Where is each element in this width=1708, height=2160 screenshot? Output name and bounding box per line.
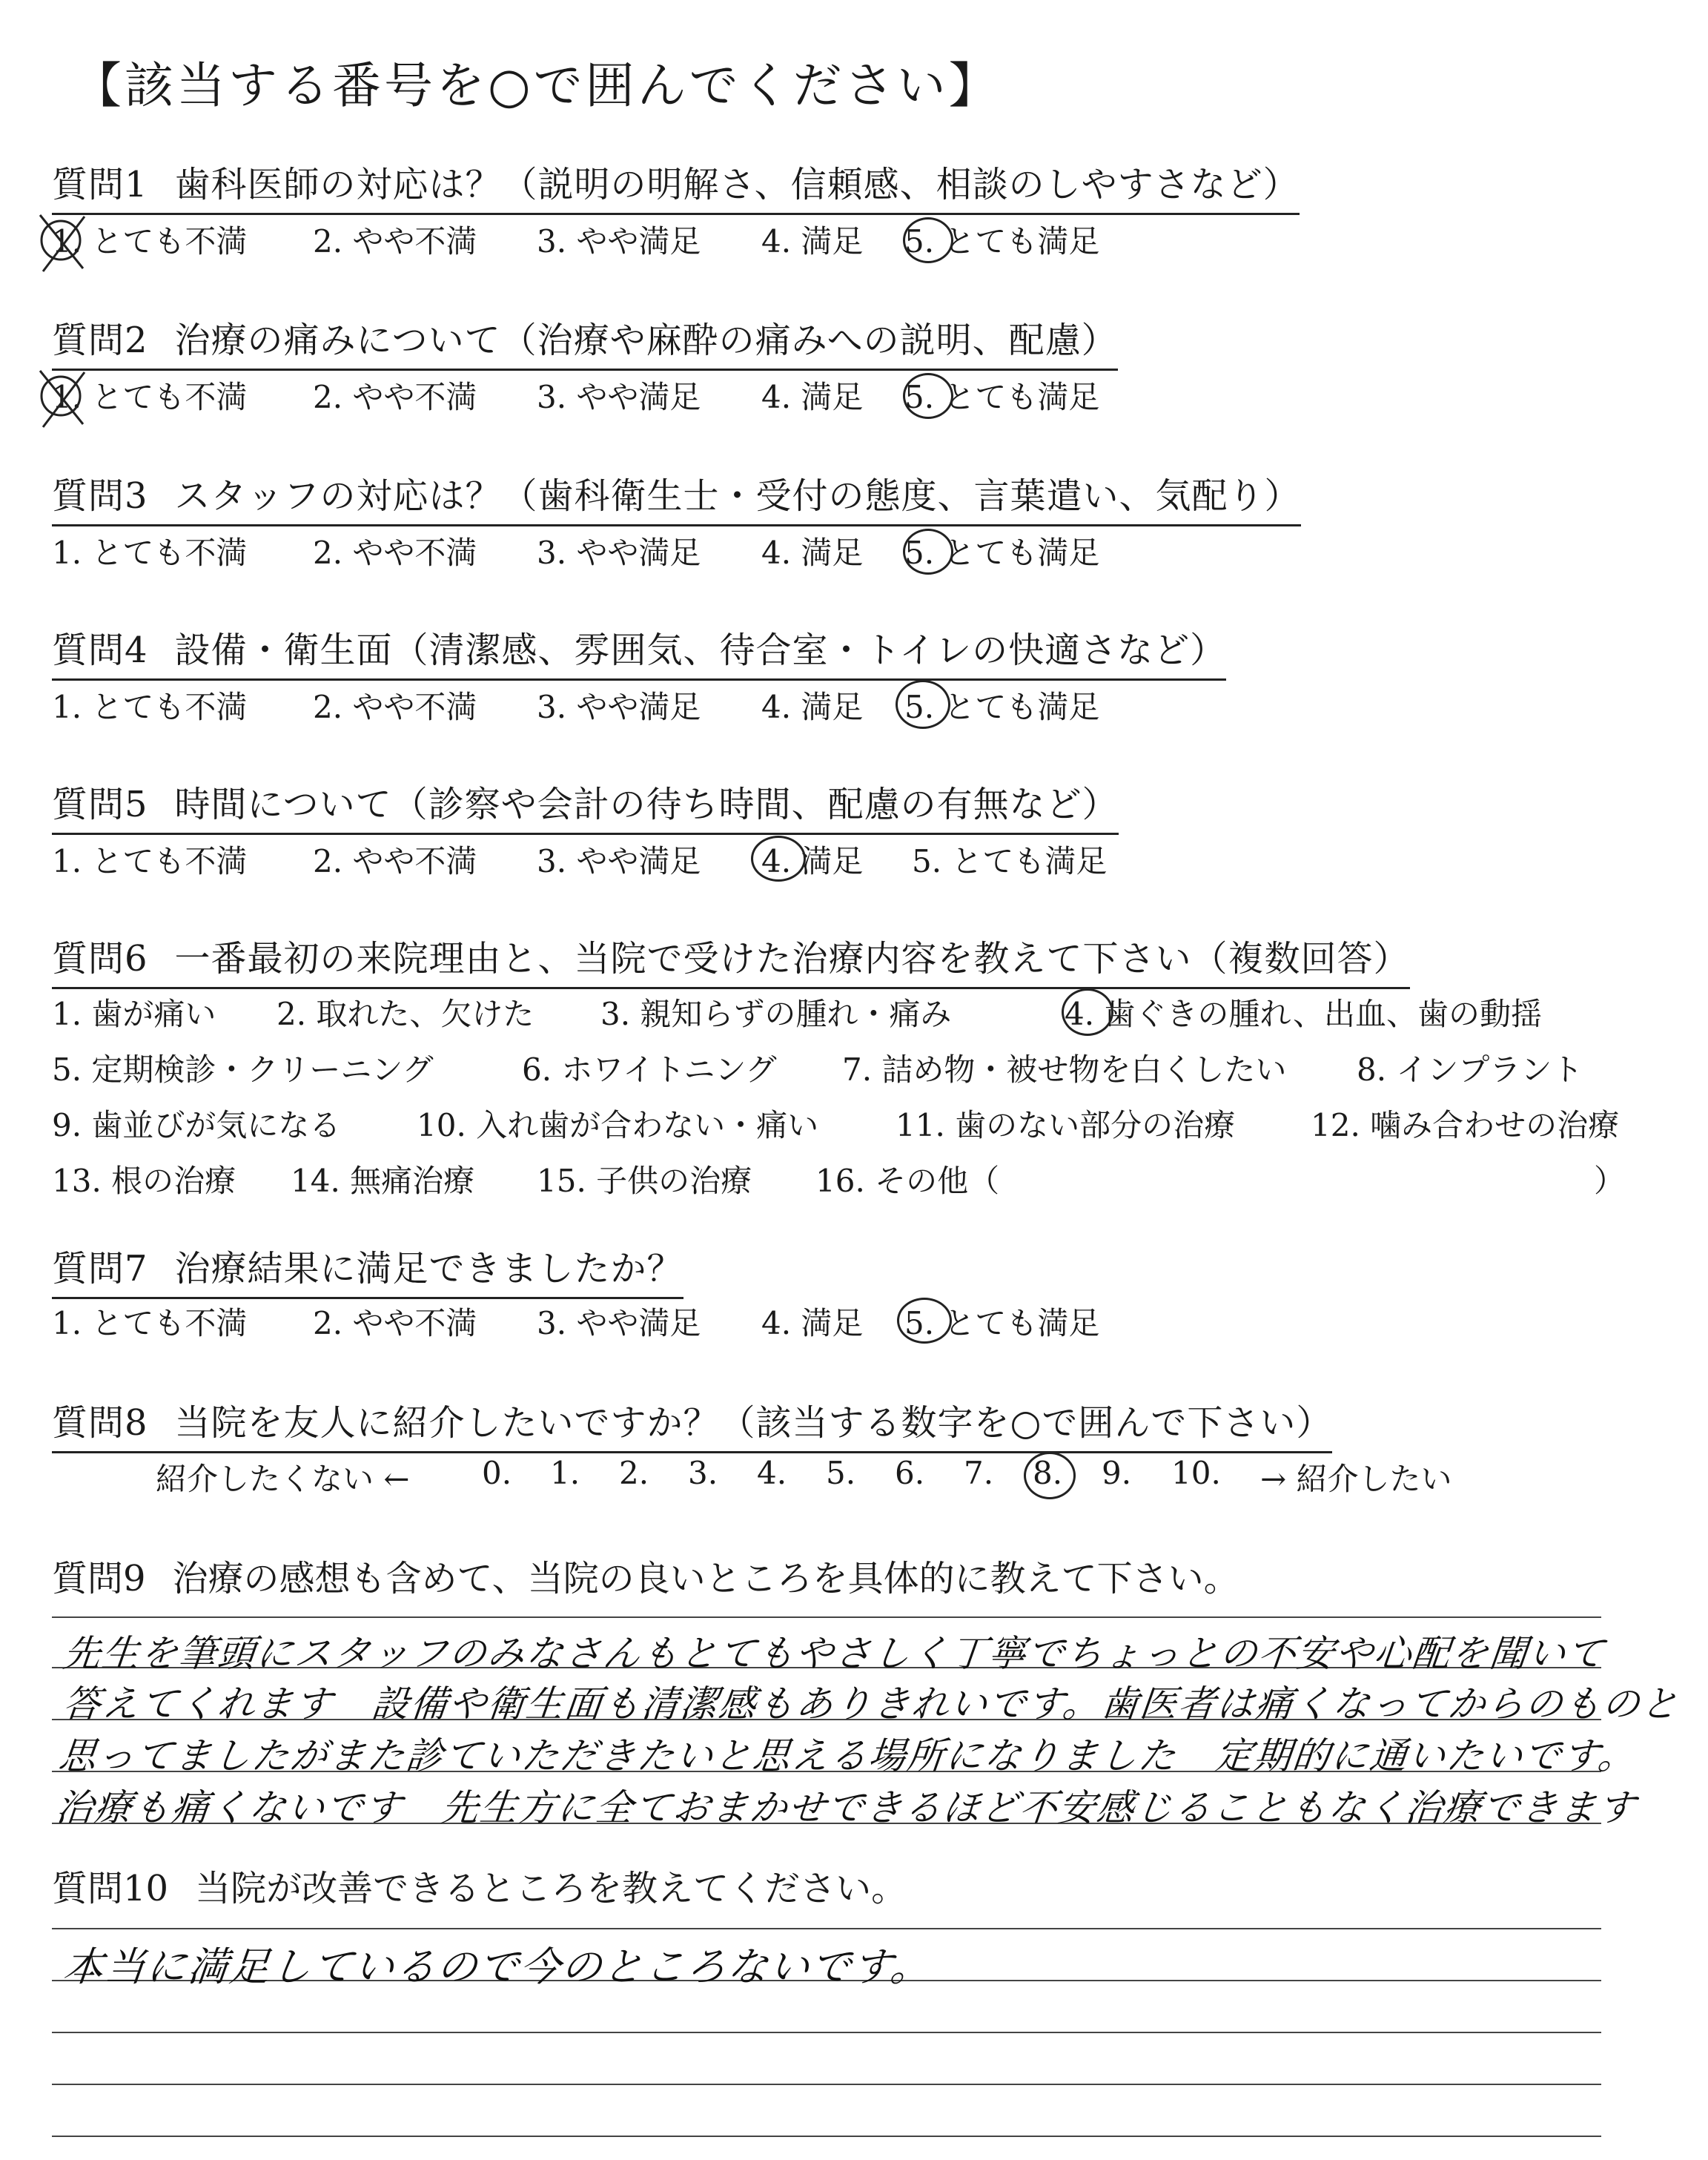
q4-option-4[interactable]: 4. 満足 — [761, 689, 864, 725]
question-6 — [52, 930, 1410, 989]
q8-right-label: → 紹介したい — [1260, 1461, 1452, 1497]
question-10 — [52, 1860, 907, 1911]
q6-option-11[interactable]: 11. 歯のない部分の治療 — [896, 1107, 1236, 1143]
q1-option-2[interactable]: 2. やや不満 — [313, 223, 477, 260]
question-8-number: 質問8 — [52, 1402, 148, 1444]
question-3-number: 質問3 — [52, 475, 148, 517]
q3-option-4[interactable]: 4. 満足 — [761, 535, 864, 571]
q9-answer-line-3: 思ってましたがまた診ていただきたいと思える場所になりました 定期的に通いたいです。 — [56, 1734, 1639, 1777]
question-2-text: 治療の痛みについて（治療や麻酔の痛みへの説明、配慮） — [174, 320, 1118, 361]
question-4-number: 質問4 — [52, 630, 148, 671]
q1-option-1[interactable]: 1. とても不満 — [52, 223, 248, 260]
q3-option-2[interactable]: 2. やや不満 — [313, 535, 477, 571]
q3-option-5[interactable]: 5. とても満足 — [904, 535, 1100, 571]
question-4-text: 設備・衛生面（清潔感、雰囲気、待合室・トイレの快適さなど） — [174, 630, 1227, 671]
question-8 — [52, 1394, 1332, 1453]
q8-option-0[interactable]: 0. — [482, 1455, 512, 1491]
q3-selected-circle — [903, 529, 953, 575]
question-2-number: 質問2 — [52, 320, 148, 361]
question-2 — [52, 311, 1118, 371]
q10-rule-1 — [52, 1928, 1601, 1929]
q6-option-2[interactable]: 2. 取れた、欠けた — [277, 996, 534, 1032]
q6-option-16-close: ） — [1594, 1163, 1626, 1199]
question-10-text: 当院が改善できるところを教えてください。 — [195, 1868, 907, 1909]
q4-option-3[interactable]: 3. やや満足 — [537, 689, 701, 725]
q8-selected-circle — [1024, 1452, 1076, 1499]
q6-option-3[interactable]: 3. 親知らずの腫れ・痛み — [600, 996, 952, 1032]
q4-option-2[interactable]: 2. やや不満 — [313, 689, 477, 725]
q10-answer-line-1: 本当に満足しているので今のところないです。 — [61, 1943, 935, 1990]
q6-option-5[interactable]: 5. 定期検診・クリーニング — [52, 1051, 434, 1088]
q3-option-3[interactable]: 3. やや満足 — [537, 535, 701, 571]
q5-option-1[interactable]: 1. とても不満 — [52, 843, 248, 879]
q4-selected-circle — [896, 680, 950, 729]
q10-rule-4 — [52, 2084, 1601, 2085]
q10-rule-5 — [52, 2136, 1601, 2137]
question-5 — [52, 776, 1119, 835]
q8-option-8[interactable]: 8. — [1033, 1455, 1063, 1491]
question-9-text: 治療の感想も含めて、当院の良いところを具体的に教えて下さい。 — [172, 1558, 1239, 1599]
question-1-number: 質問1 — [52, 164, 148, 205]
q7-option-3[interactable]: 3. やや満足 — [537, 1305, 701, 1341]
q1-cross-mark — [36, 208, 87, 274]
q9-answer-line-4: 治療も痛くないです 先生方に全ておまかせできるほど不安感じることもなく治療できます — [53, 1786, 1639, 1829]
question-7-text: 治療結果に満足できましたか？ — [174, 1248, 683, 1289]
q6-option-13[interactable]: 13. 根の治療 — [52, 1163, 236, 1199]
q7-option-1[interactable]: 1. とても不満 — [52, 1305, 248, 1341]
q7-option-2[interactable]: 2. やや不満 — [313, 1305, 477, 1341]
question-4 — [52, 621, 1226, 681]
q7-option-4[interactable]: 4. 満足 — [761, 1305, 864, 1341]
q2-option-3[interactable]: 3. やや満足 — [537, 379, 701, 415]
q6-selected-circle — [1062, 988, 1113, 1036]
q5-selected-circle — [751, 836, 806, 882]
q8-option-6[interactable]: 6. — [895, 1455, 925, 1491]
q2-option-1[interactable]: 1. とても不満 — [52, 379, 248, 415]
q5-option-2[interactable]: 2. やや不満 — [313, 843, 477, 879]
q1-option-3[interactable]: 3. やや満足 — [537, 223, 701, 260]
q6-option-8[interactable]: 8. インプラント — [1357, 1051, 1583, 1088]
q9-answer-line-2: 答えてくれます 設備や衛生面も清潔感もありきれいです。歯医者は痛くなってからのものと — [61, 1682, 1682, 1725]
q8-option-2[interactable]: 2. — [619, 1455, 649, 1491]
q6-option-14[interactable]: 14. 無痛治療 — [291, 1163, 475, 1199]
q8-option-7[interactable]: 7. — [964, 1455, 994, 1491]
q8-option-10[interactable]: 10. — [1171, 1455, 1221, 1491]
q1-option-4[interactable]: 4. 満足 — [761, 223, 864, 260]
q5-option-3[interactable]: 3. やや満足 — [537, 843, 701, 879]
q2-option-4[interactable]: 4. 満足 — [761, 379, 864, 415]
question-3-text: スタッフの対応は？（歯科衛生士・受付の態度、言葉遣い、気配り） — [174, 475, 1301, 517]
q1-selected-circle — [903, 217, 953, 263]
q8-option-3[interactable]: 3. — [688, 1455, 718, 1491]
q6-option-9[interactable]: 9. 歯並びが気になる — [52, 1107, 341, 1143]
q7-option-5[interactable]: 5. とても満足 — [904, 1305, 1100, 1341]
question-1-text: 歯科医師の対応は？（説明の明解さ、信頼感、相談のしやすさなど） — [174, 164, 1300, 205]
question-6-text: 一番最初の来院理由と、当院で受けた治療内容を教えて下さい（複数回答） — [174, 938, 1410, 980]
q3-option-1[interactable]: 1. とても不満 — [52, 535, 248, 571]
q6-option-1[interactable]: 1. 歯が痛い — [52, 996, 216, 1032]
question-1 — [52, 156, 1300, 215]
question-7 — [52, 1240, 683, 1299]
q2-option-5[interactable]: 5. とても満足 — [904, 379, 1100, 415]
q2-option-2[interactable]: 2. やや不満 — [313, 379, 477, 415]
q4-option-5[interactable]: 5. とても満足 — [904, 689, 1100, 725]
q9-rule-1 — [52, 1616, 1601, 1618]
q6-option-6[interactable]: 6. ホワイトニング — [522, 1051, 777, 1088]
q8-option-1[interactable]: 1. — [550, 1455, 580, 1491]
q2-selected-circle — [903, 373, 953, 419]
q8-option-9[interactable]: 9. — [1102, 1455, 1132, 1491]
q6-option-12[interactable]: 12. 噛み合わせの治療 — [1311, 1107, 1620, 1143]
q8-option-4[interactable]: 4. — [757, 1455, 787, 1491]
question-3 — [52, 467, 1301, 526]
question-7-number: 質問7 — [52, 1248, 148, 1289]
q6-option-7[interactable]: 7. 詰め物・被せ物を白くしたい — [842, 1051, 1287, 1088]
q6-option-15[interactable]: 15. 子供の治療 — [537, 1163, 752, 1199]
question-5-text: 時間について（診察や会計の待ち時間、配慮の有無など） — [174, 784, 1119, 825]
page-heading: 【該当する番号を○で囲んでください】 — [73, 57, 1001, 114]
q6-option-10[interactable]: 10. 入れ歯が合わない・痛い — [417, 1107, 819, 1143]
q8-option-5[interactable]: 5. — [826, 1455, 856, 1491]
q6-option-4[interactable]: 4. 歯ぐきの腫れ、出血、歯の動揺 — [1065, 996, 1542, 1032]
question-10-number: 質問10 — [52, 1868, 169, 1909]
q6-option-16[interactable]: 16. その他（ — [815, 1163, 1000, 1199]
q4-option-1[interactable]: 1. とても不満 — [52, 689, 248, 725]
question-8-text: 当院を友人に紹介したいですか？（該当する数字を○で囲んで下さい） — [174, 1402, 1333, 1444]
question-5-number: 質問5 — [52, 784, 148, 825]
q7-selected-circle — [897, 1298, 952, 1344]
question-6-number: 質問6 — [52, 938, 148, 980]
q5-option-4[interactable]: 4. 満足 — [761, 843, 864, 879]
question-9-number: 質問9 — [52, 1558, 146, 1599]
q5-option-5[interactable]: 5. とても満足 — [912, 843, 1108, 879]
question-9 — [52, 1550, 1239, 1601]
q2-cross-mark — [36, 363, 87, 430]
q10-rule-3 — [52, 2032, 1601, 2033]
q1-option-5[interactable]: 5. とても満足 — [904, 223, 1100, 260]
q8-left-label: 紹介したくない ← — [156, 1461, 410, 1497]
q9-answer-line-1: 先生を筆頭にスタッフのみなさんもとてもやさしく丁寧でちょっとの不安や心配を聞いて — [61, 1632, 1608, 1675]
